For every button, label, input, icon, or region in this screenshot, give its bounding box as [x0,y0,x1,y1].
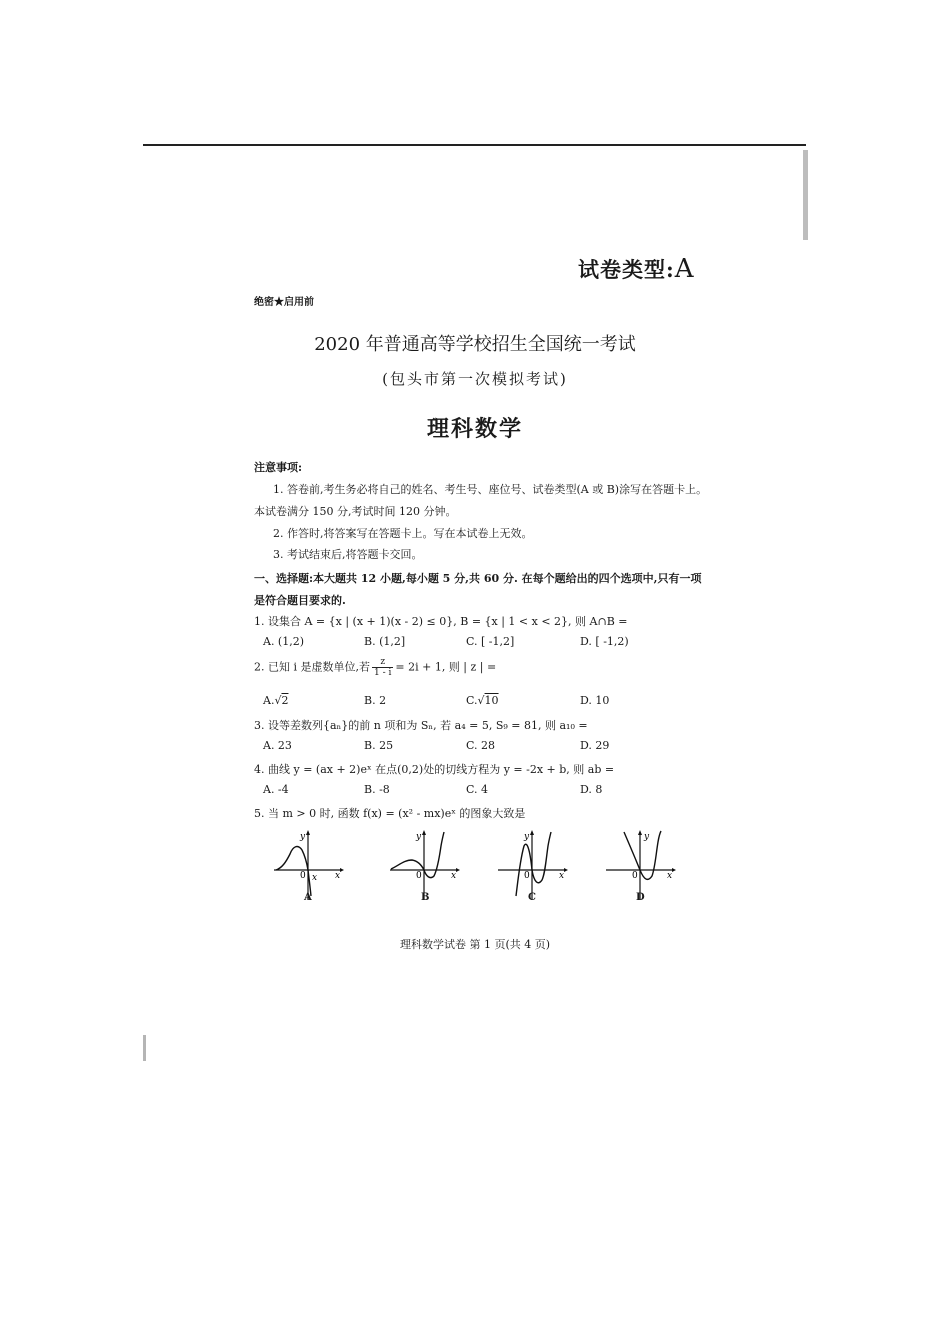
q4-option-c: C. 4 [466,783,489,796]
q3-option-c: C. 28 [466,739,496,752]
q4-option-b: B. -8 [364,783,390,796]
exam-subtitle: (包头市第一次模拟考试) [382,370,568,388]
q2-stem [254,657,496,678]
confidential-mark: 绝密★启用前 [254,297,314,308]
page-footer: 理科数学试卷 第 1 页(共 4 页) [399,938,551,951]
q5-graph-a-label: A [304,892,312,903]
note-1-line-1: 1. 答卷前,考生务必将自己的姓名、考生号、座位号、试卷类型(A 或 B)涂写在答题卡上。 [273,483,708,496]
section-1-line-1: 一、选择题:本大题共 12 小题,每小题 5 分,共 60 分. 在每个题给出的四个选项中,只有一项 [254,572,702,585]
sqrt-symbol: √10 [477,694,499,707]
q4-option-a: A. -4 [263,783,289,796]
note-3: 3. 考试结束后,将答题卡交回。 [273,548,423,561]
axis-label: x [667,871,673,881]
q1-option-c: C. [ -1,2] [466,635,515,648]
q2-stem-end: = 2i + 1, 则 | z | = [395,660,497,674]
q1-stem: 1. 设集合 A = {x | (x + 1)(x - 2) ≤ 0}, B = {x | 1 < x < 2}, 则 A∩B = [254,615,628,628]
q2-option-d: D. 10 [580,694,610,707]
axis-label: y [416,832,422,842]
section-1-line-2: 是符合题目要求的. [254,594,346,607]
axis-label: y [644,832,650,842]
paper-type-letter: A [674,254,695,284]
q2-fraction [372,657,393,678]
notes-heading: 注意事项: [254,461,303,474]
scan-edge-right [803,150,808,240]
axis-label: x [451,871,457,881]
q5-graph-b-label: B [421,892,430,903]
origin-label: 0 [300,871,306,881]
origin-label: 0 [632,871,638,881]
q5-stem: 5. 当 m > 0 时, 函数 f(x) = (x² - mx)eˣ 的图象大致是 [254,807,526,820]
q2-a-radicand: 2 [281,694,289,707]
q1-option-a: A. (1,2) [263,635,305,648]
q5-graph-c-label: C [528,892,536,903]
q3-option-b: B. 25 [364,739,394,752]
paper-type [578,254,695,284]
sqrt-symbol: √2 [274,694,289,707]
q1-option-b: B. (1,2] [364,635,406,648]
q2-a-prefix: A. [263,694,275,707]
note-1-line-2: 本试卷满分 150 分,考试时间 120 分钟。 [254,505,457,518]
q2-frac-den: 1 - i [374,668,392,678]
axis-label: y [300,832,306,842]
q5-graph-d-label: D [636,892,645,903]
origin-label: 0 [416,871,422,881]
subject-title: 理科数学 [426,416,523,442]
top-rule [143,144,806,146]
scan-edge-left [143,1035,146,1061]
q4-option-d: D. 8 [580,783,603,796]
q3-option-d: D. 29 [580,739,610,752]
q2-option-b: B. 2 [364,694,387,707]
q3-option-a: A. 23 [263,739,292,752]
paper-type-label: 试卷类型: [578,257,675,282]
axis-label: x [335,871,341,881]
axis-label: y [524,832,530,842]
note-2: 2. 作答时,将答案写在答题卡上。写在本试卷上无效。 [273,527,533,540]
q3-stem: 3. 设等差数列{aₙ}的前 n 项和为 Sₙ, 若 a₄ = 5, S₉ = 81, 则 a₁₀ = [254,719,588,732]
axis-label: x [559,871,565,881]
q1-option-d: D. [ -1,2) [580,635,629,648]
q2-c-radicand: 10 [484,694,499,707]
axis-label: x [312,873,318,883]
q4-stem: 4. 曲线 y = (ax + 2)eˣ 在点(0,2)处的切线方程为 y = -2x + b, 则 ab = [254,763,615,776]
q2-option-c [466,694,499,707]
q2-frac-num: z [372,657,393,668]
origin-label: 0 [524,871,530,881]
q2-c-prefix: C. [466,694,478,707]
exam-title: 2020 年普通高等学校招生全国统一考试 [314,334,636,355]
q2-option-a [263,694,288,707]
q2-stem-start: 2. 已知 i 是虚数单位,若 [254,660,370,674]
